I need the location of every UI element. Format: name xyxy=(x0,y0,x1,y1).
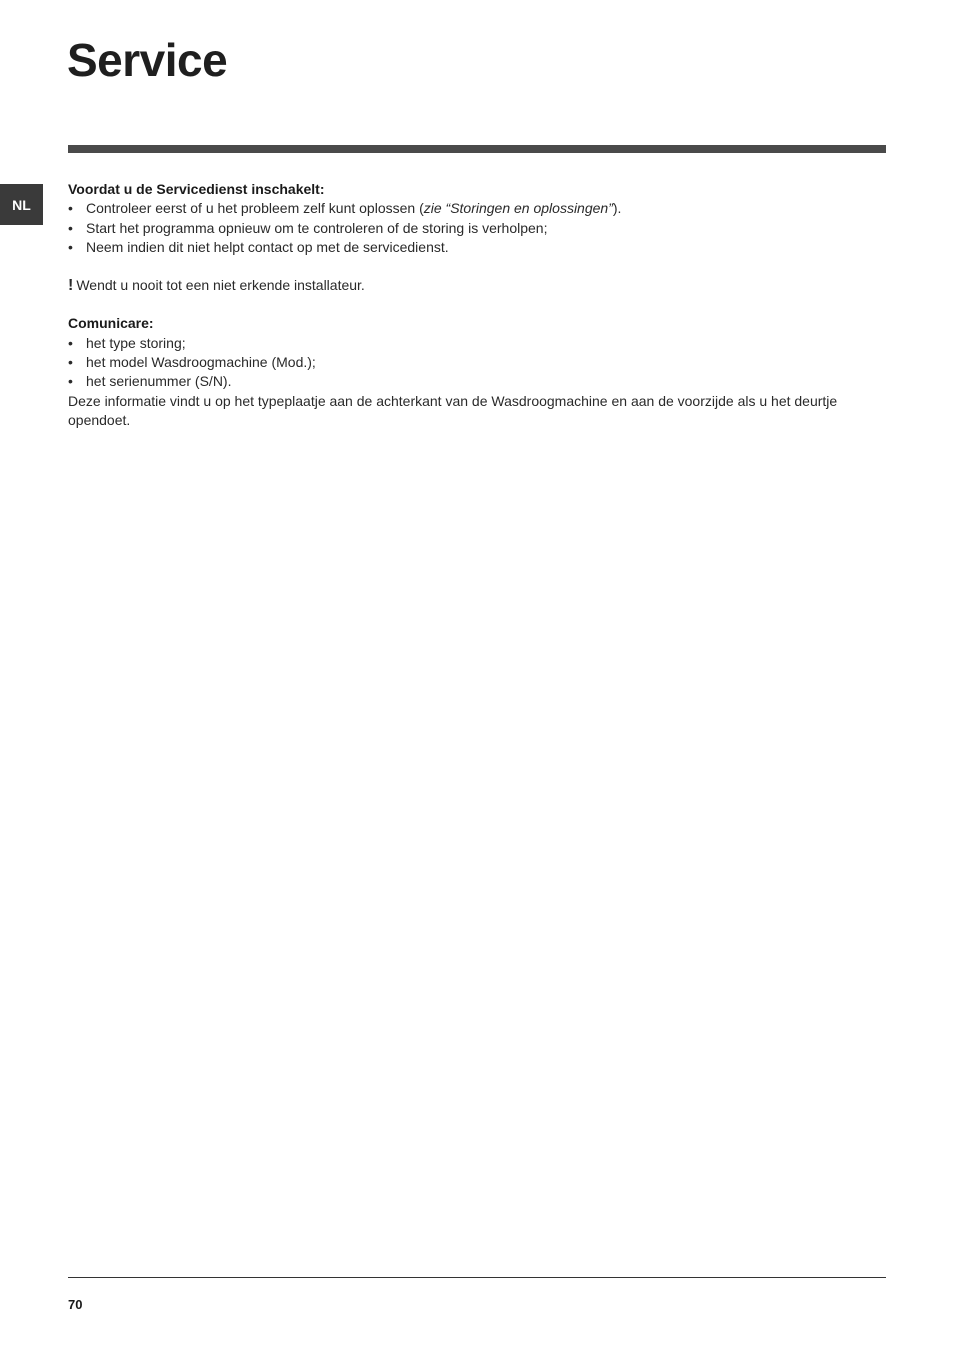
page-number: 70 xyxy=(68,1297,83,1312)
title-divider xyxy=(68,145,886,153)
bullet-icon: • xyxy=(68,219,73,236)
page-title: Service xyxy=(67,34,228,86)
list-item xyxy=(68,372,886,391)
list-item-text: Neem indien dit niet helpt contact op met de servicedienst. xyxy=(86,238,449,255)
bullet-icon: • xyxy=(68,238,73,255)
bullet-icon: • xyxy=(68,334,73,351)
warning-note xyxy=(68,276,886,295)
info-location-note: Deze informatie vindt u op het typeplaatje aan de achterkant van de Wasdroogmachine en aan de voorzijde als u het deurtje opendoet. xyxy=(68,392,838,428)
list-item-text: Start het programma opnieuw om te controleren of de storing is verholpen; xyxy=(86,219,548,236)
bullet-icon: • xyxy=(68,354,73,371)
language-tab: NL xyxy=(0,184,43,225)
list-item xyxy=(68,199,886,218)
service-content xyxy=(68,180,886,430)
before-service-heading: Voordat u de Servicedienst inschakelt: xyxy=(68,181,325,197)
spacer xyxy=(68,257,886,276)
list-item xyxy=(68,334,886,353)
footer-divider xyxy=(68,1277,886,1278)
spacer xyxy=(68,295,886,314)
bullet-icon: • xyxy=(68,200,73,217)
list-item xyxy=(68,219,886,238)
warning-text: Wendt u nooit tot een niet erkende installateur. xyxy=(76,277,365,294)
communicate-list xyxy=(68,334,886,392)
communicate-heading: Comunicare: xyxy=(68,315,154,332)
list-item-text: het type storing; xyxy=(86,334,186,351)
list-item xyxy=(68,238,886,257)
bullet-icon: • xyxy=(68,373,73,390)
warning-icon: ! xyxy=(68,277,74,295)
list-item-text: het serienummer (S/N). xyxy=(86,373,232,390)
list-item-text: Controleer eerst of u het probleem zelf kunt oplossen ( xyxy=(86,200,424,217)
list-item xyxy=(68,353,886,372)
cross-reference: zie “Storingen en oplossingen” xyxy=(423,200,613,217)
list-item-text: het model Wasdroogmachine (Mod.); xyxy=(86,354,316,371)
before-service-list xyxy=(68,199,886,257)
list-item-text-end: ). xyxy=(612,200,622,217)
